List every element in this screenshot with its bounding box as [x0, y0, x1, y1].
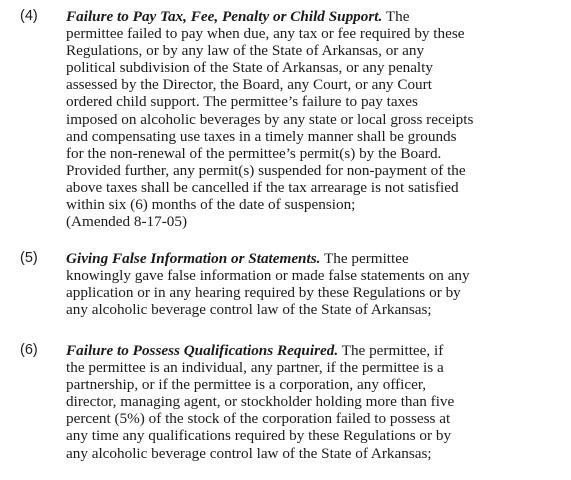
section-first-line	[66, 342, 564, 359]
section-text-line: director, managing agent, or stockholder holding more than five	[66, 393, 455, 411]
section-text-line: for the non-renewal of the permittee’s permit(s) by the Board.	[66, 144, 442, 162]
section-text-line: knowingly gave false information or made false statements on any	[66, 267, 470, 285]
section-text-line: Provided further, any permit(s) suspended for non-payment of the	[66, 161, 466, 179]
section-number: (5)	[20, 250, 38, 266]
section-text-line: ordered child support. The permittee’s failure to pay taxes	[66, 93, 418, 111]
section-first-line	[66, 250, 564, 267]
section-body	[66, 8, 564, 230]
section-first-line	[66, 8, 564, 25]
section-text-line: Regulations, or by any law of the State of Arkansas, or any	[66, 42, 425, 60]
section-number: (4)	[20, 8, 38, 24]
section-number: (6)	[20, 342, 38, 358]
section-text-line: assessed by the Director, the Board, any Court, or any Court	[66, 76, 432, 94]
section-text-line: and compensating use taxes in a timely manner shall be grounds	[66, 127, 457, 145]
section-text-line: any alcoholic beverage control law of the State of Arkansas;	[66, 301, 432, 319]
section-title: Giving False Information or Statements.	[66, 250, 321, 267]
section-title: Failure to Pay Tax, Fee, Penalty or Child Support.	[66, 8, 383, 25]
section-title: Failure to Possess Qualifications Required.	[66, 342, 339, 359]
section-text-line: any alcoholic beverage control law of the State of Arkansas;	[66, 444, 432, 462]
section-text-line: the permittee is an individual, any partner, if the permittee is a	[66, 359, 444, 377]
section-text-line: The permittee, if	[338, 342, 444, 359]
section-text-line: The	[382, 8, 410, 25]
amendment-note: (Amended 8-17-05)	[66, 213, 188, 231]
section-text-line: The permittee	[320, 250, 409, 267]
section-body	[66, 250, 564, 318]
section-text-line: within six (6) months of the date of suspension;	[66, 196, 356, 214]
section-text-line: application or in any hearing required by these Regulations or by	[66, 284, 461, 302]
section-text-line: political subdivision of the State of Arkansas, or any penalty	[66, 59, 433, 77]
section-text-line: permittee failed to pay when due, any tax or fee required by these	[66, 25, 465, 43]
section-text-line: imposed on alcoholic beverages by any state or local gross receipts	[66, 110, 474, 128]
section-text-line: percent (5%) of the stock of the corporation failed to possess at	[66, 410, 451, 428]
section-text-line: any time any qualifications required by these Regulations or by	[66, 427, 452, 445]
section-body	[66, 342, 564, 462]
section-text-line: above taxes shall be cancelled if the tax arrearage is not satisfied	[66, 178, 459, 196]
section-text-line: partnership, or if the permittee is a corporation, any officer,	[66, 376, 427, 394]
